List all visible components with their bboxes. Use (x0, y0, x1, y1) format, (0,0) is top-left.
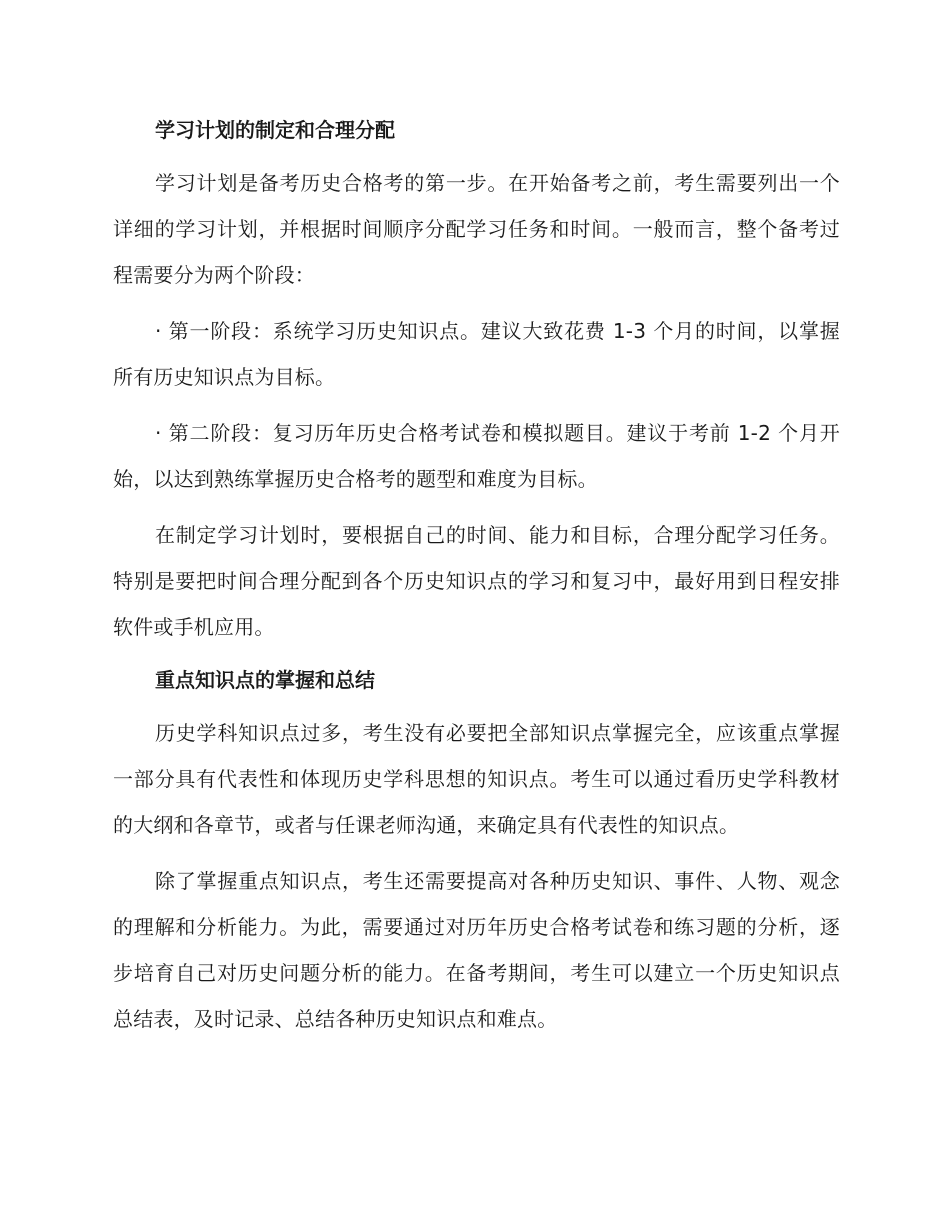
document-page (113, 110, 840, 1052)
section-heading-study-plan: 学习计划的制定和合理分配 (155, 118, 395, 142)
paragraph-analysis-ability: 除了掌握重点知识点，考生还需要提高对各种历史知识、事件、人物、观念的理解和分析能力。为此，需要通过对历年历史合格考试卷和练习题的分析，逐步培育自己对历史问题分析的能力。在备考期间，考生可以建立一个历史知识点总结表，及时记录、总结各种历史知识点和难点。 (113, 869, 840, 1031)
paragraph-study-plan-intro: 学习计划是备考历史合格考的第一步。在开始备考之前，考生需要列出一个详细的学习计划，并根据时间顺序分配学习任务和时间。一般而言，整个备考过程需要分为两个阶段： (113, 171, 840, 287)
paragraph-key-points: 历史学科知识点过多，考生没有必要把全部知识点掌握完全，应该重点掌握一部分具有代表性和体现历史学科思想的知识点。考生可以通过看历史学科教材的大纲和各章节，或者与任课老师沟通，来确定具有代表性的知识点。 (113, 721, 840, 837)
bullet-stage-one: · 第一阶段：系统学习历史知识点。建议大致花费 1-3 个月的时间，以掌握所有历史知识点为目标。 (113, 319, 840, 389)
section-heading-key-points: 重点知识点的掌握和总结 (155, 668, 375, 692)
paragraph-plan-allocation: 在制定学习计划时，要根据自己的时间、能力和目标，合理分配学习任务。特别是要把时间合理分配到各个历史知识点的学习和复习中，最好用到日程安排软件或手机应用。 (113, 523, 840, 639)
bullet-stage-two: · 第二阶段：复习历年历史合格考试卷和模拟题目。建议于考前 1-2 个月开始，以达到熟练掌握历史合格考的题型和难度为目标。 (113, 421, 840, 491)
